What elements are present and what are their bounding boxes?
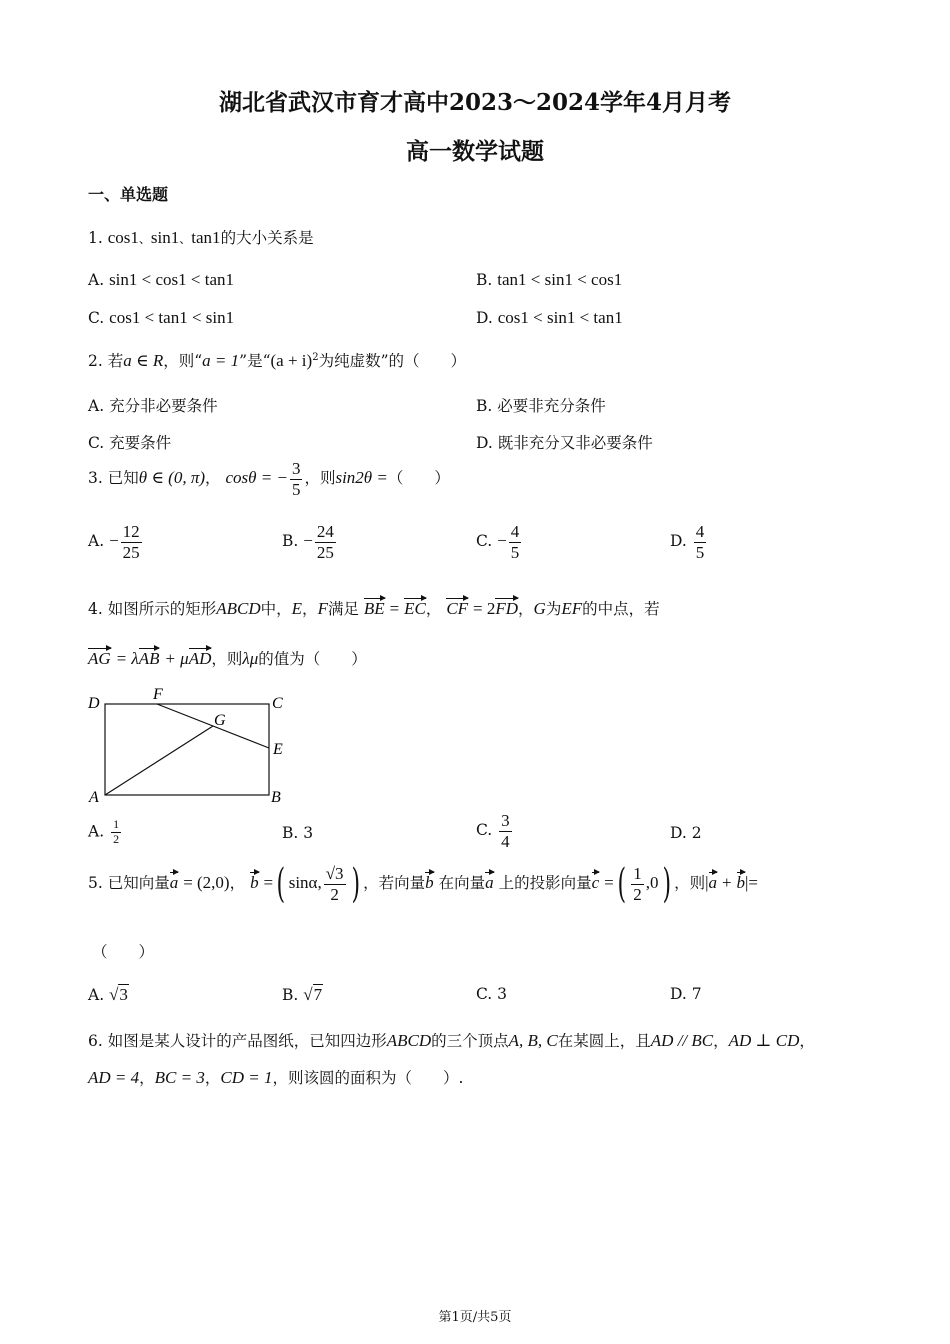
exam-title: 湖北省武汉市育才高中2023～2024学年4月月考	[218, 89, 732, 116]
q2-option-b: B. 必要非充分条件	[476, 397, 606, 415]
q5-option-a: A. √3	[88, 985, 128, 1004]
segment-ag	[105, 726, 213, 795]
q3-option-d: D. $\frac{4}{5}$	[670, 522, 705, 562]
q5-option-b: B. √7	[282, 985, 323, 1004]
question-6: 6. 如图是某人设计的产品图纸，已知四边形ABCD的三个顶点A, B, C在某圆上，且AD // BC，AD ⊥ CD，	[88, 1031, 815, 1050]
q2-option-d: D. 既非充分又非必要条件	[476, 434, 653, 452]
question-4: 4. 如图所示的矩形ABCD中，E，F满足 BE = EC， CF = 2FD，G为EF的中点，若	[88, 599, 660, 618]
question-number: 3.	[88, 469, 103, 488]
label-b: B	[271, 789, 281, 806]
label-g: G	[214, 712, 226, 729]
question-1	[88, 226, 314, 248]
question-2: 2. 若a ∈ R，则“a = 1”是“$(a + i)^2$为纯虚数”的（ ）	[88, 351, 466, 370]
question-text: 的大小关系是	[220, 229, 314, 247]
separator: 、	[138, 232, 151, 246]
question-number: 2.	[88, 352, 103, 370]
q3-option-c: C. − $\frac{4}{5}$	[476, 522, 520, 562]
exam-subtitle: 高一数学试题	[406, 138, 544, 165]
question-number: 5.	[88, 874, 103, 893]
question-4-line2: AG = λAB + μAD，则λμ的值为（ ）	[88, 649, 367, 668]
q5-option-c: C. 3	[476, 985, 508, 1003]
question-number: 4.	[88, 600, 103, 618]
q5-option-d: D. 7	[670, 985, 702, 1003]
section-heading: 一、单选题	[88, 185, 169, 204]
math-text: cos1	[107, 228, 139, 247]
question-number: 1.	[88, 229, 103, 247]
separator: 、	[179, 232, 192, 246]
q2-option-a: A. 充分非必要条件	[88, 397, 218, 415]
question-5: 5. 已知向量a = (2,0)， b =( sinα, $\frac{√3}{2}$ ) ，若向量b 在向量a 上的投影向量c =( $\frac{1}{2}$ ,0) ，则|a + b|=	[88, 861, 759, 908]
q4-option-b: B. 3	[282, 824, 314, 842]
q2-option-c: C. 充要条件	[88, 434, 172, 452]
label-a: A	[89, 789, 99, 806]
rectangle-figure	[82, 683, 302, 808]
q1-option-c: C. cos1 < tan1 < sin1	[88, 308, 235, 327]
question-6-line2: AD = 4，BC = 3，CD = 1，则该圆的面积为（ ）.	[88, 1068, 464, 1087]
q1-option-b: B. tan1 < sin1 < cos1	[476, 270, 623, 289]
math-text: sin1	[150, 228, 180, 247]
q1-option-d: D. cos1 < sin1 < tan1	[476, 308, 623, 327]
question-3: 3. 已知θ ∈ (0, π)， cosθ = − $\frac{3}{5}$ ，则sin2θ =（ ）	[88, 459, 450, 499]
question-5-paren: （ ）	[92, 943, 155, 961]
label-d: D	[88, 695, 100, 712]
page-footer: 第1页/共5页	[438, 1310, 512, 1325]
question-number: 6.	[88, 1032, 103, 1050]
q4-option-d: D. 2	[670, 824, 702, 842]
label-f: F	[153, 686, 163, 703]
rectangle-abcd	[105, 704, 269, 795]
q3-option-b: B. − $\frac{24}{25}$	[282, 522, 334, 562]
label-e: E	[273, 741, 283, 758]
q4-option-c: C. $\frac{3}{4}$	[476, 811, 510, 851]
q1-option-a: A. sin1 < cos1 < tan1	[88, 270, 235, 289]
q4-option-a: A. $\frac{1}{2}$	[88, 817, 120, 846]
label-c: C	[272, 695, 283, 712]
math-text: tan1	[191, 228, 221, 247]
q3-option-a: A. − $\frac{12}{25}$	[88, 522, 140, 562]
